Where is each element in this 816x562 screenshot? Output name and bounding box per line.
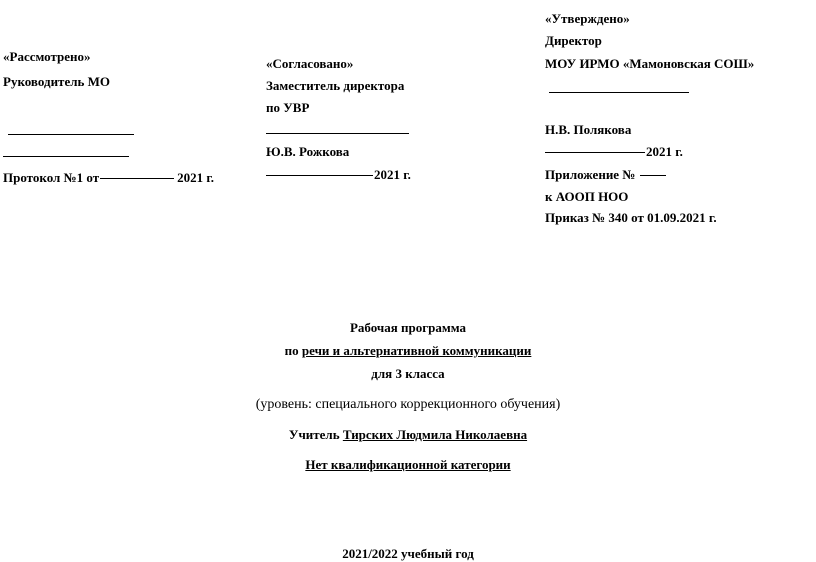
program-title: Рабочая программа [349, 320, 467, 335]
right-signature-line [549, 92, 689, 93]
right-role: Директор [545, 33, 602, 48]
protocol-year: 2021 г. [177, 170, 215, 185]
teacher-prefix: Учитель [288, 427, 340, 442]
middle-year: 2021 г. [374, 167, 411, 182]
middle-role-1: Заместитель директора [266, 78, 405, 93]
right-name: Н.В. Полякова [545, 122, 632, 137]
program-teacher-line [0, 427, 816, 443]
left-signature-line-2 [3, 156, 129, 157]
middle-signature-line [266, 133, 409, 134]
subject-name: речи и альтернативной коммуникации [301, 343, 532, 358]
right-heading: «Утверждено» [545, 11, 630, 26]
left-signature-line-1 [8, 134, 134, 135]
right-year: 2021 г. [646, 144, 683, 159]
middle-date [266, 167, 411, 183]
program-school-year: 2021/2022 учебный год [342, 546, 474, 561]
subject-prefix: по [284, 343, 299, 358]
teacher-name: Тирских Людмила Николаевна [342, 427, 528, 442]
left-heading: «Рассмотрено» [3, 49, 91, 64]
right-order: Приказ № 340 от 01.09.2021 г. [545, 210, 717, 225]
protocol-date-line [100, 178, 174, 179]
middle-name: Ю.В. Рожкова [266, 144, 350, 159]
right-date-line [545, 152, 645, 153]
right-appendix [545, 167, 666, 183]
program-level: (уровень: специального коррекционного обучения) [255, 397, 561, 412]
program-qualification: Нет квалификационной категории [305, 457, 511, 472]
appendix-prefix: Приложение № [545, 167, 636, 182]
middle-heading: «Согласовано» [266, 56, 354, 71]
middle-role-2: по УВР [266, 100, 310, 115]
program-grade: для 3 класса [371, 366, 445, 381]
right-org: МОУ ИРМО «Мамоновская СОШ» [545, 56, 755, 71]
right-date [545, 144, 683, 160]
left-protocol [3, 170, 214, 186]
appendix-number-line [640, 175, 666, 176]
left-role: Руководитель МО [3, 74, 111, 89]
right-appendix-suffix: к АООП НОО [545, 189, 629, 204]
protocol-prefix: Протокол №1 от [3, 170, 100, 185]
middle-date-line [266, 175, 373, 176]
program-subject-line [0, 343, 816, 359]
